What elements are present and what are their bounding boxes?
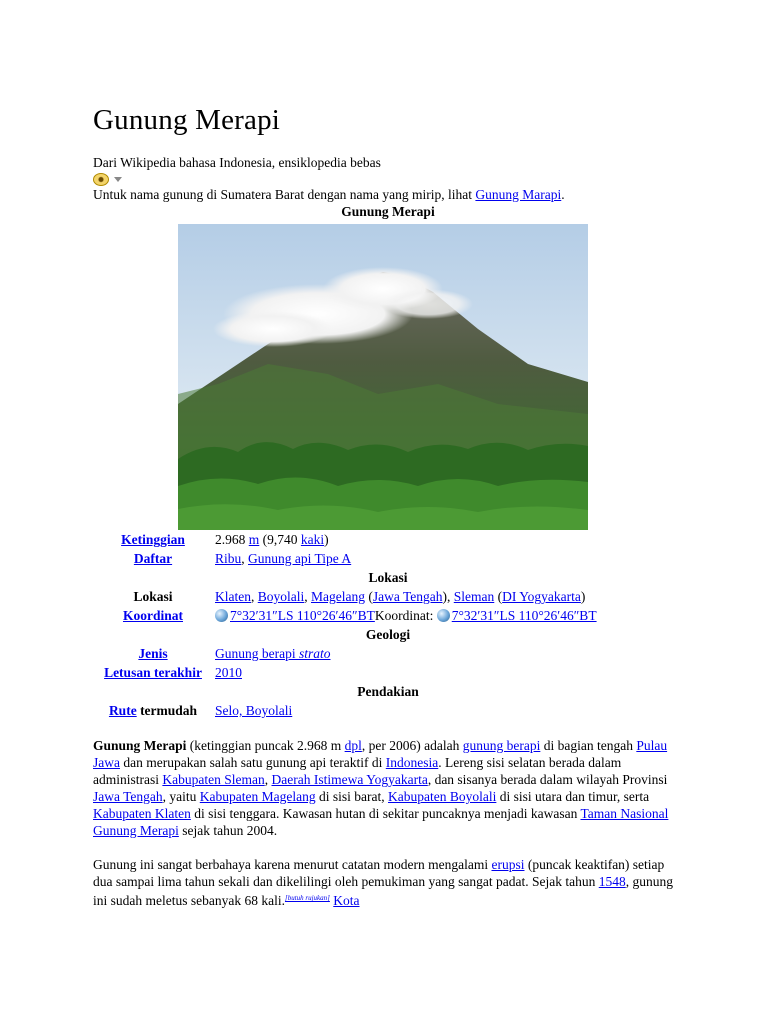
infobox-title: Gunung Merapi xyxy=(341,204,435,219)
link-boyolali[interactable]: Boyolali xyxy=(257,589,305,604)
citation-needed-link[interactable]: [butuh rujukan] xyxy=(284,894,330,902)
site-tagline: Dari Wikipedia bahasa Indonesia, ensiklopedia bebas xyxy=(93,155,381,170)
section-lokasi: Lokasi xyxy=(368,570,408,585)
chevron-down-icon[interactable] xyxy=(114,177,122,182)
hatnote: Untuk nama gunung di Sumatera Barat dengan nama yang mirip, lihat Gunung Marapi. xyxy=(93,187,565,202)
page-title: Gunung Merapi xyxy=(93,104,281,136)
link-klaten[interactable]: Klaten xyxy=(215,589,251,604)
link-erupsi[interactable]: erupsi xyxy=(491,857,525,872)
paragraph-1: Gunung Merapi (ketinggian puncak 2.968 m dpl, per 2006) adalah gunung berapi di bagian tengah Pulau Jawa dan merupakan salah satu gunung api teraktif di Indonesia. Lereng sisi selatan berada dalam administrasi Kabupaten Sleman, Daerah Istimewa Yogyakarta, dan sisanya berada dalam wilayah Provinsi Jawa Tengah, yaitu Kabupaten Magelang di sisi barat, Kabupaten Boyolali di sisi utara dan timur, serta Kabupaten Klaten di sisi tenggara. Kawasan hutan di sekitar puncaknya menjadi kawasan Taman Nasional Gunung Merapi sejak tahun 2004. xyxy=(93,738,669,838)
link-jawa-tengah-body[interactable]: Jawa Tengah xyxy=(93,789,163,804)
section-geologi: Geologi xyxy=(365,627,411,642)
section-pendakian: Pendakian xyxy=(357,684,419,699)
link-magelang[interactable]: Magelang xyxy=(311,589,365,604)
link-gunung-api-tipe-a[interactable]: Gunung api Tipe A xyxy=(248,551,352,566)
globe-icon xyxy=(215,609,228,622)
link-kabupaten-klaten[interactable]: Kabupaten Klaten xyxy=(93,806,191,821)
eye-icon[interactable] xyxy=(93,173,109,186)
row-koordinat: Koordinat 7°32′31″LS 110°26′46″BTKoordinat: 7°32′31″LS 110°26′46″BT xyxy=(93,608,683,626)
row-jenis xyxy=(93,646,683,664)
link-pulau-jawa[interactable]: Pulau Jawa xyxy=(93,738,668,770)
link-sleman[interactable]: Sleman xyxy=(453,589,495,604)
link-di-yogyakarta[interactable]: DI Yogyakarta xyxy=(502,589,581,604)
label-jenis[interactable]: Jenis xyxy=(138,646,168,661)
link-diy[interactable]: Daerah Istimewa Yogyakarta xyxy=(271,772,428,787)
link-kota[interactable]: Kota xyxy=(333,893,360,908)
link-dpl[interactable]: dpl xyxy=(344,738,362,753)
globe-icon xyxy=(437,609,450,622)
link-1548[interactable]: 1548 xyxy=(598,874,626,889)
row-ketinggian: Ketinggian 2.968 m (9,740 kaki) xyxy=(93,532,683,550)
mountain-image xyxy=(178,224,588,530)
link-kabupaten-magelang[interactable]: Kabupaten Magelang xyxy=(199,789,316,804)
label-daftar[interactable]: Daftar xyxy=(133,551,173,566)
link-coord-2[interactable]: 7°32′31″LS 110°26′46″BT xyxy=(451,608,597,623)
label-ketinggian[interactable]: Ketinggian xyxy=(121,532,185,547)
row-daftar: Daftar Ribu, Gunung api Tipe A xyxy=(93,551,683,569)
link-selo-boyolali[interactable]: Selo, Boyolali xyxy=(215,703,293,718)
label-letusan-terakhir[interactable]: Letusan terakhir xyxy=(104,665,202,680)
link-kabupaten-sleman[interactable]: Kabupaten Sleman xyxy=(162,772,265,787)
link-coord-1[interactable]: 7°32′31″LS 110°26′46″BT xyxy=(230,608,375,623)
row-lokasi: Lokasi Klaten, Boyolali, Magelang (Jawa Tengah), Sleman (DI Yogyakarta) xyxy=(93,589,683,607)
label-koordinat[interactable]: Koordinat xyxy=(122,608,183,623)
link-ribu[interactable]: Ribu xyxy=(215,551,242,566)
label-rute[interactable]: Rute xyxy=(108,703,137,718)
link-kaki[interactable]: kaki xyxy=(300,532,325,547)
paragraph-2: Gunung ini sangat berbahaya karena menurut catatan modern mengalami erupsi (puncak keaktifan) setiap dua sampai lima tahun sekali dan dikelilingi oleh pemukiman yang sangat padat. Sejak tahun 1548, gunung ini sudah meletus sebanyak 68 kali.[butuh rujukan] Kota xyxy=(93,857,673,908)
mountain-photo[interactable] xyxy=(178,224,588,530)
link-gunung-marapi[interactable]: Gunung Marapi xyxy=(475,187,562,202)
link-indonesia[interactable]: Indonesia xyxy=(385,755,439,770)
link-gunung-berapi-strato[interactable]: Gunung berapi strato xyxy=(215,646,331,661)
link-taman-nasional[interactable]: Taman Nasional Gunung Merapi xyxy=(93,806,669,838)
indicator-icons xyxy=(93,171,122,187)
link-kabupaten-boyolali[interactable]: Kabupaten Boyolali xyxy=(388,789,497,804)
link-m[interactable]: m xyxy=(248,532,260,547)
link-gunung-berapi[interactable]: gunung berapi xyxy=(462,738,541,753)
label-lokasi: Lokasi xyxy=(133,589,173,604)
row-letusan-terakhir xyxy=(93,665,683,683)
link-jawa-tengah[interactable]: Jawa Tengah xyxy=(372,589,443,604)
row-rute: Rute termudah Selo, Boyolali xyxy=(108,703,293,718)
link-2010[interactable]: 2010 xyxy=(215,665,242,680)
article-body xyxy=(93,737,673,926)
